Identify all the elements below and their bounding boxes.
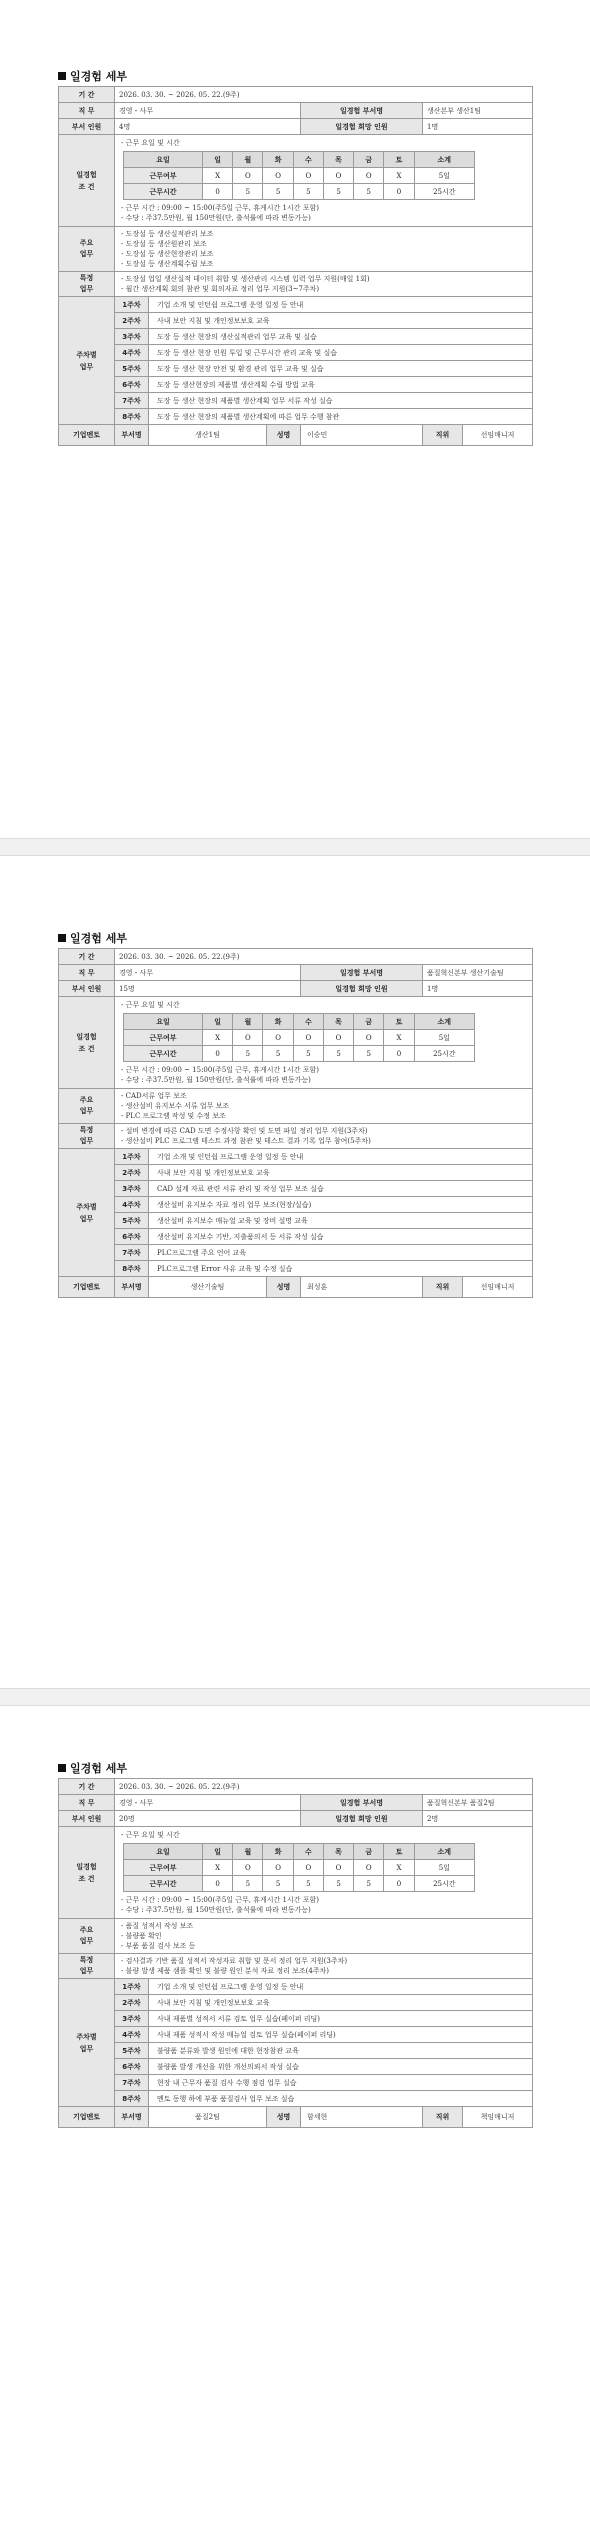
duty-cell xyxy=(115,1089,533,1124)
job-value: 경영・사무 xyxy=(115,103,301,119)
week-number: 8주차 xyxy=(115,1261,149,1277)
job-value: 경영・사무 xyxy=(115,965,301,981)
schedule-cell: X xyxy=(384,168,414,184)
mentor-name-value: 함세현 xyxy=(301,2107,423,2128)
week-task: 사내 제품별 성적서 서류 검토 업무 실습(페이퍼 리딩) xyxy=(149,2011,533,2027)
week-task: 도장 등 생산현장의 제품별 생산계획 수립 방법 교육 xyxy=(149,377,533,393)
dept-value: 품질혁신본부 생산기술팀 xyxy=(423,965,533,981)
mentor-name-value: 최성훈 xyxy=(301,1277,423,1298)
schedule-header-cell: 목 xyxy=(323,1014,353,1030)
week-number: 4주차 xyxy=(115,1197,149,1213)
schedule-header-cell: 금 xyxy=(354,1014,384,1030)
duty-label: 주요 업무 xyxy=(59,1919,115,1954)
week-task: 사내 보안 지침 및 개인정보보호 교육 xyxy=(149,1165,533,1181)
dept-count-label: 부서 인원 xyxy=(59,1811,115,1827)
week-number: 2주차 xyxy=(115,313,149,329)
period-value: 2026. 03. 30. ~ 2026. 05. 22.(9주) xyxy=(115,87,533,103)
week-number: 8주차 xyxy=(115,409,149,425)
dept-count-value: 20명 xyxy=(115,1811,301,1827)
mentor-dept-value: 생산기술팀 xyxy=(149,1277,267,1298)
condition-cell xyxy=(115,135,533,227)
condition-label: 일경험 조 건 xyxy=(59,1827,115,1919)
schedule-table xyxy=(123,1013,475,1062)
weekly-label: 주차별 업무 xyxy=(59,1979,115,2107)
schedule-header-cell: 소계 xyxy=(414,1844,474,1860)
week-task: 사내 보안 지침 및 개인정보보호 교육 xyxy=(149,1995,533,2011)
special-cell xyxy=(115,272,533,297)
condition-cell xyxy=(115,1827,533,1919)
condition-note: - 수당 : 주37.5만원, 월 150만원(단, 출석률에 따라 변동가능) xyxy=(121,214,311,222)
schedule-cell: 근무여부 xyxy=(124,168,203,184)
duty-item: - PLC 프로그램 작성 및 수정 보조 xyxy=(121,1112,226,1120)
week-task: 기업 소개 및 인턴쉽 프로그램 운영 일정 등 안내 xyxy=(149,297,533,313)
schedule-header-cell: 요일 xyxy=(124,1014,203,1030)
week-task: 생산설비 유지보수 기반, 지출품의서 등 서류 작성 실습 xyxy=(149,1229,533,1245)
schedule-cell: 근무시간 xyxy=(124,184,203,200)
special-item: - 검사결과 기반 품질 성적서 작성자료 취합 및 문서 정리 업무 지원(3주차) xyxy=(121,1957,348,1965)
schedule-cell: O xyxy=(263,1030,293,1046)
mentor-position-label: 직위 xyxy=(423,425,463,446)
duty-item: - 도장설 등 생산실적관리 보조 xyxy=(121,230,214,238)
schedule-cell: X xyxy=(203,1030,233,1046)
schedule-cell: O xyxy=(323,168,353,184)
page-separator xyxy=(0,838,590,856)
schedule-cell: 0 xyxy=(384,184,414,200)
schedule-cell: 근무여부 xyxy=(124,1860,203,1876)
dept-count-label: 부서 인원 xyxy=(59,981,115,997)
mentor-dept-label: 부서명 xyxy=(115,425,149,446)
schedule-table xyxy=(123,151,475,200)
square-bullet-icon xyxy=(58,934,66,942)
week-task: PLC프로그램 주요 언어 교육 xyxy=(149,1245,533,1261)
special-cell xyxy=(115,1954,533,1979)
schedule-header-cell: 일 xyxy=(203,1844,233,1860)
week-task: 기업 소개 및 인턴쉽 프로그램 운영 일정 등 안내 xyxy=(149,1979,533,1995)
week-number: 6주차 xyxy=(115,1229,149,1245)
duty-item: - 부품 품질 검사 보조 등 xyxy=(121,1942,196,1950)
special-item: - 불량 발생 제품 샘플 확인 및 불량 원인 분석 자료 정리 보조(4주차) xyxy=(121,1967,330,1975)
schedule-cell: 5 xyxy=(293,1046,323,1062)
mentor-dept-label: 부서명 xyxy=(115,1277,149,1298)
page-separator xyxy=(0,1688,590,1706)
schedule-header-cell: 소계 xyxy=(414,152,474,168)
schedule-cell: 5 xyxy=(233,1876,263,1892)
schedule-cell: 25시간 xyxy=(414,184,474,200)
duty-item: - 불량품 확인 xyxy=(121,1932,162,1940)
hope-label: 일경험 희망 인원 xyxy=(301,1811,423,1827)
schedule-header-cell: 금 xyxy=(354,152,384,168)
week-number: 6주차 xyxy=(115,377,149,393)
hope-value: 2명 xyxy=(423,1811,533,1827)
schedule-cell: O xyxy=(293,1860,323,1876)
schedule-header-cell: 금 xyxy=(354,1844,384,1860)
schedule-cell: 5일 xyxy=(414,1030,474,1046)
week-number: 6주차 xyxy=(115,2059,149,2075)
week-task: 생산설비 유지보수 매뉴얼 교육 및 장비 설명 교육 xyxy=(149,1213,533,1229)
detail-table xyxy=(58,86,533,446)
schedule-table xyxy=(123,1843,475,1892)
schedule-cell: 5 xyxy=(233,184,263,200)
week-number: 5주차 xyxy=(115,2043,149,2059)
condition-cell xyxy=(115,997,533,1089)
schedule-header-cell: 화 xyxy=(263,1014,293,1030)
condition-note: - 근무 시간 : 09:00 ~ 15:00(주5일 근무, 휴게시간 1시간 포함) xyxy=(121,1066,319,1074)
schedule-cell: 5 xyxy=(233,1046,263,1062)
schedule-cell: O xyxy=(293,1030,323,1046)
condition-note: - 수당 : 주37.5만원, 월 150만원(단, 출석률에 따라 변동가능) xyxy=(121,1076,311,1084)
dept-value: 품질혁신본부 품질2팀 xyxy=(423,1795,533,1811)
dept-label: 일경험 부서명 xyxy=(301,1795,423,1811)
mentor-name-label: 성명 xyxy=(267,1277,301,1298)
hope-value: 1명 xyxy=(423,119,533,135)
duty-item: - 도장설 등 생산현장관리 보조 xyxy=(121,250,214,258)
week-number: 2주차 xyxy=(115,1165,149,1181)
duty-cell xyxy=(115,1919,533,1954)
week-number: 8주차 xyxy=(115,2091,149,2107)
mentor-position-label: 직위 xyxy=(423,2107,463,2128)
week-task: 도장 등 생산 현장의 제품별 생산계획 업무 서류 작성 실습 xyxy=(149,393,533,409)
week-task: PLC프로그램 Error 사유 교육 및 수정 실습 xyxy=(149,1261,533,1277)
schedule-cell: 0 xyxy=(384,1876,414,1892)
mentor-label: 기업멘토 xyxy=(59,425,115,446)
week-number: 7주차 xyxy=(115,1245,149,1261)
period-value: 2026. 03. 30. ~ 2026. 05. 22.(9주) xyxy=(115,1779,533,1795)
week-task: 불량품 발생 개선을 위한 개선의뢰서 작성 실습 xyxy=(149,2059,533,2075)
duty-cell xyxy=(115,227,533,272)
mentor-name-label: 성명 xyxy=(267,2107,301,2128)
schedule-header-cell: 화 xyxy=(263,1844,293,1860)
week-number: 3주차 xyxy=(115,1181,149,1197)
period-label: 기 간 xyxy=(59,949,115,965)
week-task: 현장 내 근무자 품질 검사 수행 점검 업무 실습 xyxy=(149,2075,533,2091)
schedule-cell: 0 xyxy=(203,184,233,200)
dept-count-label: 부서 인원 xyxy=(59,119,115,135)
mentor-position-label: 직위 xyxy=(423,1277,463,1298)
dept-value: 생산본부 생산1팀 xyxy=(423,103,533,119)
special-item: - 월간 생산계획 회의 참관 및 회의자료 정리 업무 지원(3~7주차) xyxy=(121,285,320,293)
week-number: 1주차 xyxy=(115,1149,149,1165)
mentor-name-value: 이승민 xyxy=(301,425,423,446)
week-task: 멘토 동행 하에 부품 품질검사 업무 보조 실습 xyxy=(149,2091,533,2107)
hope-label: 일경험 희망 인원 xyxy=(301,119,423,135)
dept-count-value: 4명 xyxy=(115,119,301,135)
mentor-name-label: 성명 xyxy=(267,425,301,446)
week-number: 2주차 xyxy=(115,1995,149,2011)
schedule-cell: O xyxy=(323,1860,353,1876)
condition-note: - 수당 : 주37.5만원, 월 150만원(단, 출석률에 따라 변동가능) xyxy=(121,1906,311,1914)
section-title: 일경험 세부 xyxy=(58,68,127,84)
duty-item: - CAD서류 업무 보조 xyxy=(121,1092,187,1100)
duty-item: - 도장설 등 생산원관리 보조 xyxy=(121,240,207,248)
week-task: CAD 설계 자료 관련 서류 관리 및 작성 업무 보조 실습 xyxy=(149,1181,533,1197)
schedule-cell: X xyxy=(203,168,233,184)
schedule-cell: 5일 xyxy=(414,1860,474,1876)
schedule-header-cell: 월 xyxy=(233,152,263,168)
week-number: 1주차 xyxy=(115,1979,149,1995)
duty-label: 주요 업무 xyxy=(59,1089,115,1124)
mentor-dept-label: 부서명 xyxy=(115,2107,149,2128)
schedule-cell: 5 xyxy=(293,1876,323,1892)
schedule-cell: 5 xyxy=(354,1876,384,1892)
week-task: 사내 제품 성적서 작성 매뉴얼 검토 업무 실습(페이퍼 리딩) xyxy=(149,2027,533,2043)
detail-table xyxy=(58,948,533,1298)
weekly-label: 주차별 업무 xyxy=(59,1149,115,1277)
schedule-cell: X xyxy=(203,1860,233,1876)
special-label: 특정 업무 xyxy=(59,1954,115,1979)
week-number: 4주차 xyxy=(115,2027,149,2043)
job-label: 직 무 xyxy=(59,103,115,119)
hope-value: 1명 xyxy=(423,981,533,997)
section-title: 일경험 세부 xyxy=(58,1760,127,1776)
dept-label: 일경험 부서명 xyxy=(301,103,423,119)
mentor-dept-value: 생산1팀 xyxy=(149,425,267,446)
mentor-label: 기업멘토 xyxy=(59,2107,115,2128)
schedule-header-cell: 토 xyxy=(384,1014,414,1030)
week-task: 도장 등 생산 현장의 생산실적관리 업무 교육 및 실습 xyxy=(149,329,533,345)
section-title: 일경험 세부 xyxy=(58,930,127,946)
schedule-cell: 5 xyxy=(263,1046,293,1062)
job-label: 직 무 xyxy=(59,1795,115,1811)
week-number: 3주차 xyxy=(115,329,149,345)
period-label: 기 간 xyxy=(59,87,115,103)
schedule-cell: 근무시간 xyxy=(124,1046,203,1062)
schedule-header-cell: 요일 xyxy=(124,152,203,168)
schedule-cell: 0 xyxy=(203,1046,233,1062)
detail-table xyxy=(58,1778,533,2128)
schedule-cell: 5일 xyxy=(414,168,474,184)
schedule-cell: 25시간 xyxy=(414,1876,474,1892)
special-item: - 도장설 업일 생산실적 데이터 취합 및 생산관리 시스템 입력 업무 지원(매일 1회) xyxy=(121,275,370,283)
schedule-header-cell: 수 xyxy=(293,1014,323,1030)
special-item: - 생산설비 PLC 프로그램 테스트 과정 참관 및 테스트 결과 기록 업무 참여(5주차) xyxy=(121,1137,371,1145)
week-number: 4주차 xyxy=(115,345,149,361)
schedule-header-cell: 토 xyxy=(384,152,414,168)
mentor-position-value: 책임매니저 xyxy=(463,2107,533,2128)
week-task: 생산설비 유지보수 자료 정리 업무 보조(현장/실습) xyxy=(149,1197,533,1213)
schedule-header-cell: 요일 xyxy=(124,1844,203,1860)
week-task: 도장 등 생산 현장 안전 및 환경 관리 업무 교육 및 실습 xyxy=(149,361,533,377)
schedule-cell: 0 xyxy=(384,1046,414,1062)
condition-heading: - 근무 요일 및 시간 xyxy=(121,1831,180,1839)
schedule-header-cell: 일 xyxy=(203,1014,233,1030)
schedule-cell: O xyxy=(263,1860,293,1876)
duty-item: - 도장설 등 생산계획수립 보조 xyxy=(121,260,214,268)
schedule-cell: 5 xyxy=(323,184,353,200)
week-task: 도장 등 생산 현장의 제품별 생산계획에 따른 업무 수행 참관 xyxy=(149,409,533,425)
schedule-header-cell: 화 xyxy=(263,152,293,168)
condition-heading: - 근무 요일 및 시간 xyxy=(121,1001,180,1009)
schedule-cell: 5 xyxy=(354,184,384,200)
schedule-cell: 5 xyxy=(354,1046,384,1062)
schedule-header-cell: 월 xyxy=(233,1014,263,1030)
schedule-cell: O xyxy=(293,168,323,184)
schedule-cell: 5 xyxy=(263,1876,293,1892)
week-number: 5주차 xyxy=(115,361,149,377)
job-label: 직 무 xyxy=(59,965,115,981)
condition-label: 일경험 조 건 xyxy=(59,997,115,1089)
schedule-header-cell: 목 xyxy=(323,1844,353,1860)
schedule-header-cell: 목 xyxy=(323,152,353,168)
duty-label: 주요 업무 xyxy=(59,227,115,272)
condition-heading: - 근무 요일 및 시간 xyxy=(121,139,180,147)
mentor-label: 기업멘토 xyxy=(59,1277,115,1298)
condition-label: 일경험 조 건 xyxy=(59,135,115,227)
schedule-cell: O xyxy=(233,1030,263,1046)
schedule-cell: O xyxy=(233,168,263,184)
week-number: 1주차 xyxy=(115,297,149,313)
schedule-cell: O xyxy=(323,1030,353,1046)
schedule-cell: 5 xyxy=(323,1046,353,1062)
schedule-cell: 0 xyxy=(203,1876,233,1892)
schedule-cell: 25시간 xyxy=(414,1046,474,1062)
square-bullet-icon xyxy=(58,1764,66,1772)
dept-count-value: 15명 xyxy=(115,981,301,997)
schedule-cell: O xyxy=(233,1860,263,1876)
period-label: 기 간 xyxy=(59,1779,115,1795)
hope-label: 일경험 희망 인원 xyxy=(301,981,423,997)
week-number: 7주차 xyxy=(115,2075,149,2091)
square-bullet-icon xyxy=(58,72,66,80)
schedule-cell: X xyxy=(384,1860,414,1876)
mentor-dept-value: 품질2팀 xyxy=(149,2107,267,2128)
schedule-header-cell: 소계 xyxy=(414,1014,474,1030)
special-cell xyxy=(115,1124,533,1149)
week-task: 도장 등 생산 현장 인원 투입 및 근무시간 관리 교육 및 실습 xyxy=(149,345,533,361)
week-task: 불량품 분류와 발생 원인에 대한 현장참관 교육 xyxy=(149,2043,533,2059)
week-task: 기업 소개 및 인턴쉽 프로그램 운영 일정 등 안내 xyxy=(149,1149,533,1165)
schedule-cell: X xyxy=(384,1030,414,1046)
dept-label: 일경험 부서명 xyxy=(301,965,423,981)
special-label: 특정 업무 xyxy=(59,272,115,297)
week-number: 3주차 xyxy=(115,2011,149,2027)
week-number: 7주차 xyxy=(115,393,149,409)
mentor-position-value: 선임매니저 xyxy=(463,1277,533,1298)
mentor-position-value: 선임매니저 xyxy=(463,425,533,446)
duty-item: - 생산설비 유지보수 서류 업무 보조 xyxy=(121,1102,230,1110)
schedule-cell: O xyxy=(354,168,384,184)
schedule-cell: 5 xyxy=(293,184,323,200)
week-number: 5주차 xyxy=(115,1213,149,1229)
period-value: 2026. 03. 30. ~ 2026. 05. 22.(9주) xyxy=(115,949,533,965)
schedule-header-cell: 수 xyxy=(293,152,323,168)
schedule-cell: 5 xyxy=(323,1876,353,1892)
schedule-header-cell: 토 xyxy=(384,1844,414,1860)
schedule-cell: 근무여부 xyxy=(124,1030,203,1046)
schedule-cell: O xyxy=(354,1860,384,1876)
weekly-label: 주차별 업무 xyxy=(59,297,115,425)
condition-note: - 근무 시간 : 09:00 ~ 15:00(주5일 근무, 휴게시간 1시간 포함) xyxy=(121,204,319,212)
week-task: 사내 보안 지침 및 개인정보보호 교육 xyxy=(149,313,533,329)
schedule-cell: O xyxy=(263,168,293,184)
special-item: - 설비 변경에 따른 CAD 도면 수정사항 확인 및 도면 파일 정리 업무 지원(3주차) xyxy=(121,1127,368,1135)
schedule-cell: 5 xyxy=(263,184,293,200)
job-value: 경영・사무 xyxy=(115,1795,301,1811)
duty-item: - 품질 성적서 작성 보조 xyxy=(121,1922,194,1930)
condition-note: - 근무 시간 : 09:00 ~ 15:00(주5일 근무, 휴게시간 1시간 포함) xyxy=(121,1896,319,1904)
schedule-header-cell: 일 xyxy=(203,152,233,168)
special-label: 특정 업무 xyxy=(59,1124,115,1149)
schedule-cell: O xyxy=(354,1030,384,1046)
schedule-header-cell: 월 xyxy=(233,1844,263,1860)
schedule-header-cell: 수 xyxy=(293,1844,323,1860)
schedule-cell: 근무시간 xyxy=(124,1876,203,1892)
